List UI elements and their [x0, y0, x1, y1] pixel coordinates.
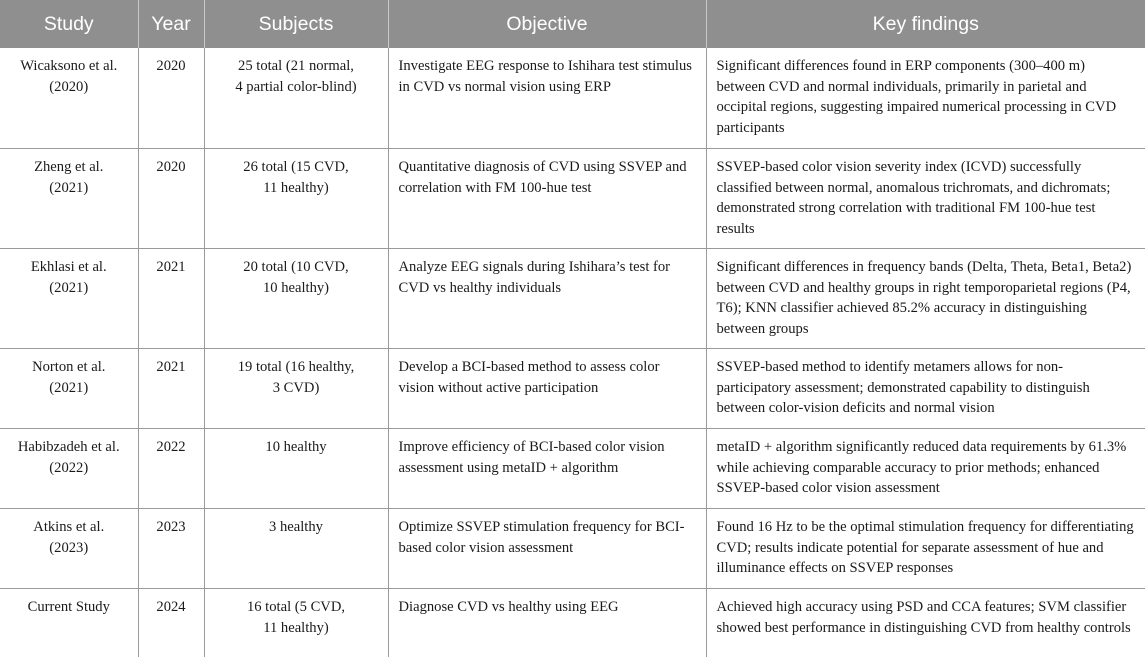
subjects-line1: 16 total (5 CVD, [246, 599, 346, 615]
subjects-line1: 19 total (16 healthy, [237, 359, 355, 375]
subjects-cell: 10 healthy [204, 429, 388, 509]
table-row [0, 249, 1145, 349]
study-cell [0, 349, 138, 429]
study-cell [0, 249, 138, 349]
study-ref: (2021) [49, 179, 89, 196]
objective-cell: Diagnose CVD vs healthy using EEG [388, 589, 706, 658]
year-cell: 2022 [138, 429, 204, 509]
subjects-line1: 20 total (10 CVD, [243, 259, 349, 275]
findings-cell: metaID + algorithm significantly reduced data requirements by 61.3% while achieving comparable accuracy to prior methods; enhanced SSVEP-based color vision assessment [706, 429, 1145, 509]
subjects-cell [204, 589, 388, 658]
year-cell: 2024 [138, 589, 204, 658]
study-name: Zheng et al. [34, 159, 104, 175]
study-ref: (2021) [49, 379, 89, 396]
header-study: Study [0, 0, 138, 48]
study-ref: (2023) [49, 539, 89, 556]
study-name: Norton et al. [32, 359, 106, 375]
header-objective: Objective [388, 0, 706, 48]
objective-cell: Develop a BCI-based method to assess color vision without active participation [388, 349, 706, 429]
subjects-line2: 4 partial color-blind) [235, 78, 357, 95]
year-cell: 2023 [138, 509, 204, 589]
objective-cell: Quantitative diagnosis of CVD using SSVEP and correlation with FM 100-hue test [388, 149, 706, 249]
findings-cell: Achieved high accuracy using PSD and CCA features; SVM classifier showed best performance in distinguishing CVD from healthy controls [716, 599, 1131, 636]
subjects-line2: 3 CVD) [272, 379, 320, 396]
subjects-line2: 11 healthy) [263, 179, 329, 196]
table-row [0, 149, 1145, 249]
subjects-line2: 11 healthy) [263, 619, 329, 636]
study-cell [0, 149, 138, 249]
findings-cell: Significant differences found in ERP components (300–400 m) between CVD and normal individuals, primarily in parietal and occipital regions, suggesting impaired numerical processing in CVD participants [706, 48, 1145, 149]
table-row [0, 589, 1145, 658]
study-name: Ekhlasi et al. [30, 259, 107, 275]
objective-cell: Optimize SSVEP stimulation frequency for BCI-based color vision assessment [388, 509, 706, 589]
subjects-cell [204, 349, 388, 429]
header-year: Year [138, 0, 204, 48]
study-cell [0, 429, 138, 509]
findings-cell: SSVEP-based color vision severity index (ICVD) successfully classified between normal, anomalous trichromats, and dichromats; demonstrated strong correlation with traditional FM 100-hue test results [706, 149, 1145, 249]
year-cell: 2020 [138, 48, 204, 149]
subjects-cell [204, 249, 388, 349]
findings-cell: SSVEP-based method to identify metamers allows for non-participatory assessment; demonstrated capability to distinguish between color-vision deficits and normal vision [706, 349, 1145, 429]
study-name: Wicaksono et al. [20, 58, 118, 74]
study-ref: (2020) [49, 78, 89, 95]
year-cell: 2020 [138, 149, 204, 249]
table-row [0, 48, 1145, 149]
table-row [0, 429, 1145, 509]
study-ref: (2022) [49, 459, 89, 476]
findings-cell: Significant differences in frequency bands (Delta, Theta, Beta1, Beta2) between CVD and healthy groups in right temporoparietal regions (P4, T6); KNN classifier achieved 85.2% accuracy in distinguishing between groups [706, 249, 1145, 349]
header-subjects: Subjects [204, 0, 388, 48]
objective-cell: Improve efficiency of BCI-based color vision assessment using metaID + algorithm [388, 429, 706, 509]
subjects-line1: 25 total (21 normal, [238, 58, 354, 74]
table-header-row [0, 0, 1145, 48]
subjects-line1: 26 total (15 CVD, [243, 159, 349, 175]
study-cell: Current Study [0, 589, 138, 658]
objective-cell: Analyze EEG signals during Ishihara’s test for CVD vs healthy individuals [388, 249, 706, 349]
header-key-findings: Key findings [706, 0, 1145, 48]
subjects-cell: 3 healthy [204, 509, 388, 589]
study-cell [0, 48, 138, 149]
findings-cell: Found 16 Hz to be the optimal stimulation frequency for differentiating CVD; results indicate potential for separate assessment of hue and illuminance effects on SSVEP responses [706, 509, 1145, 589]
study-ref: (2021) [49, 279, 89, 296]
table-row [0, 509, 1145, 589]
study-name: Atkins et al. [33, 519, 105, 535]
subjects-line2: 10 healthy) [262, 279, 330, 296]
subjects-cell [204, 48, 388, 149]
objective-cell: Investigate EEG response to Ishihara test stimulus in CVD vs normal vision using ERP [388, 48, 706, 149]
study-name: Habibzadeh et al. [17, 439, 120, 455]
subjects-cell [204, 149, 388, 249]
study-cell [0, 509, 138, 589]
table-row [0, 349, 1145, 429]
year-cell: 2021 [138, 349, 204, 429]
year-cell: 2021 [138, 249, 204, 349]
